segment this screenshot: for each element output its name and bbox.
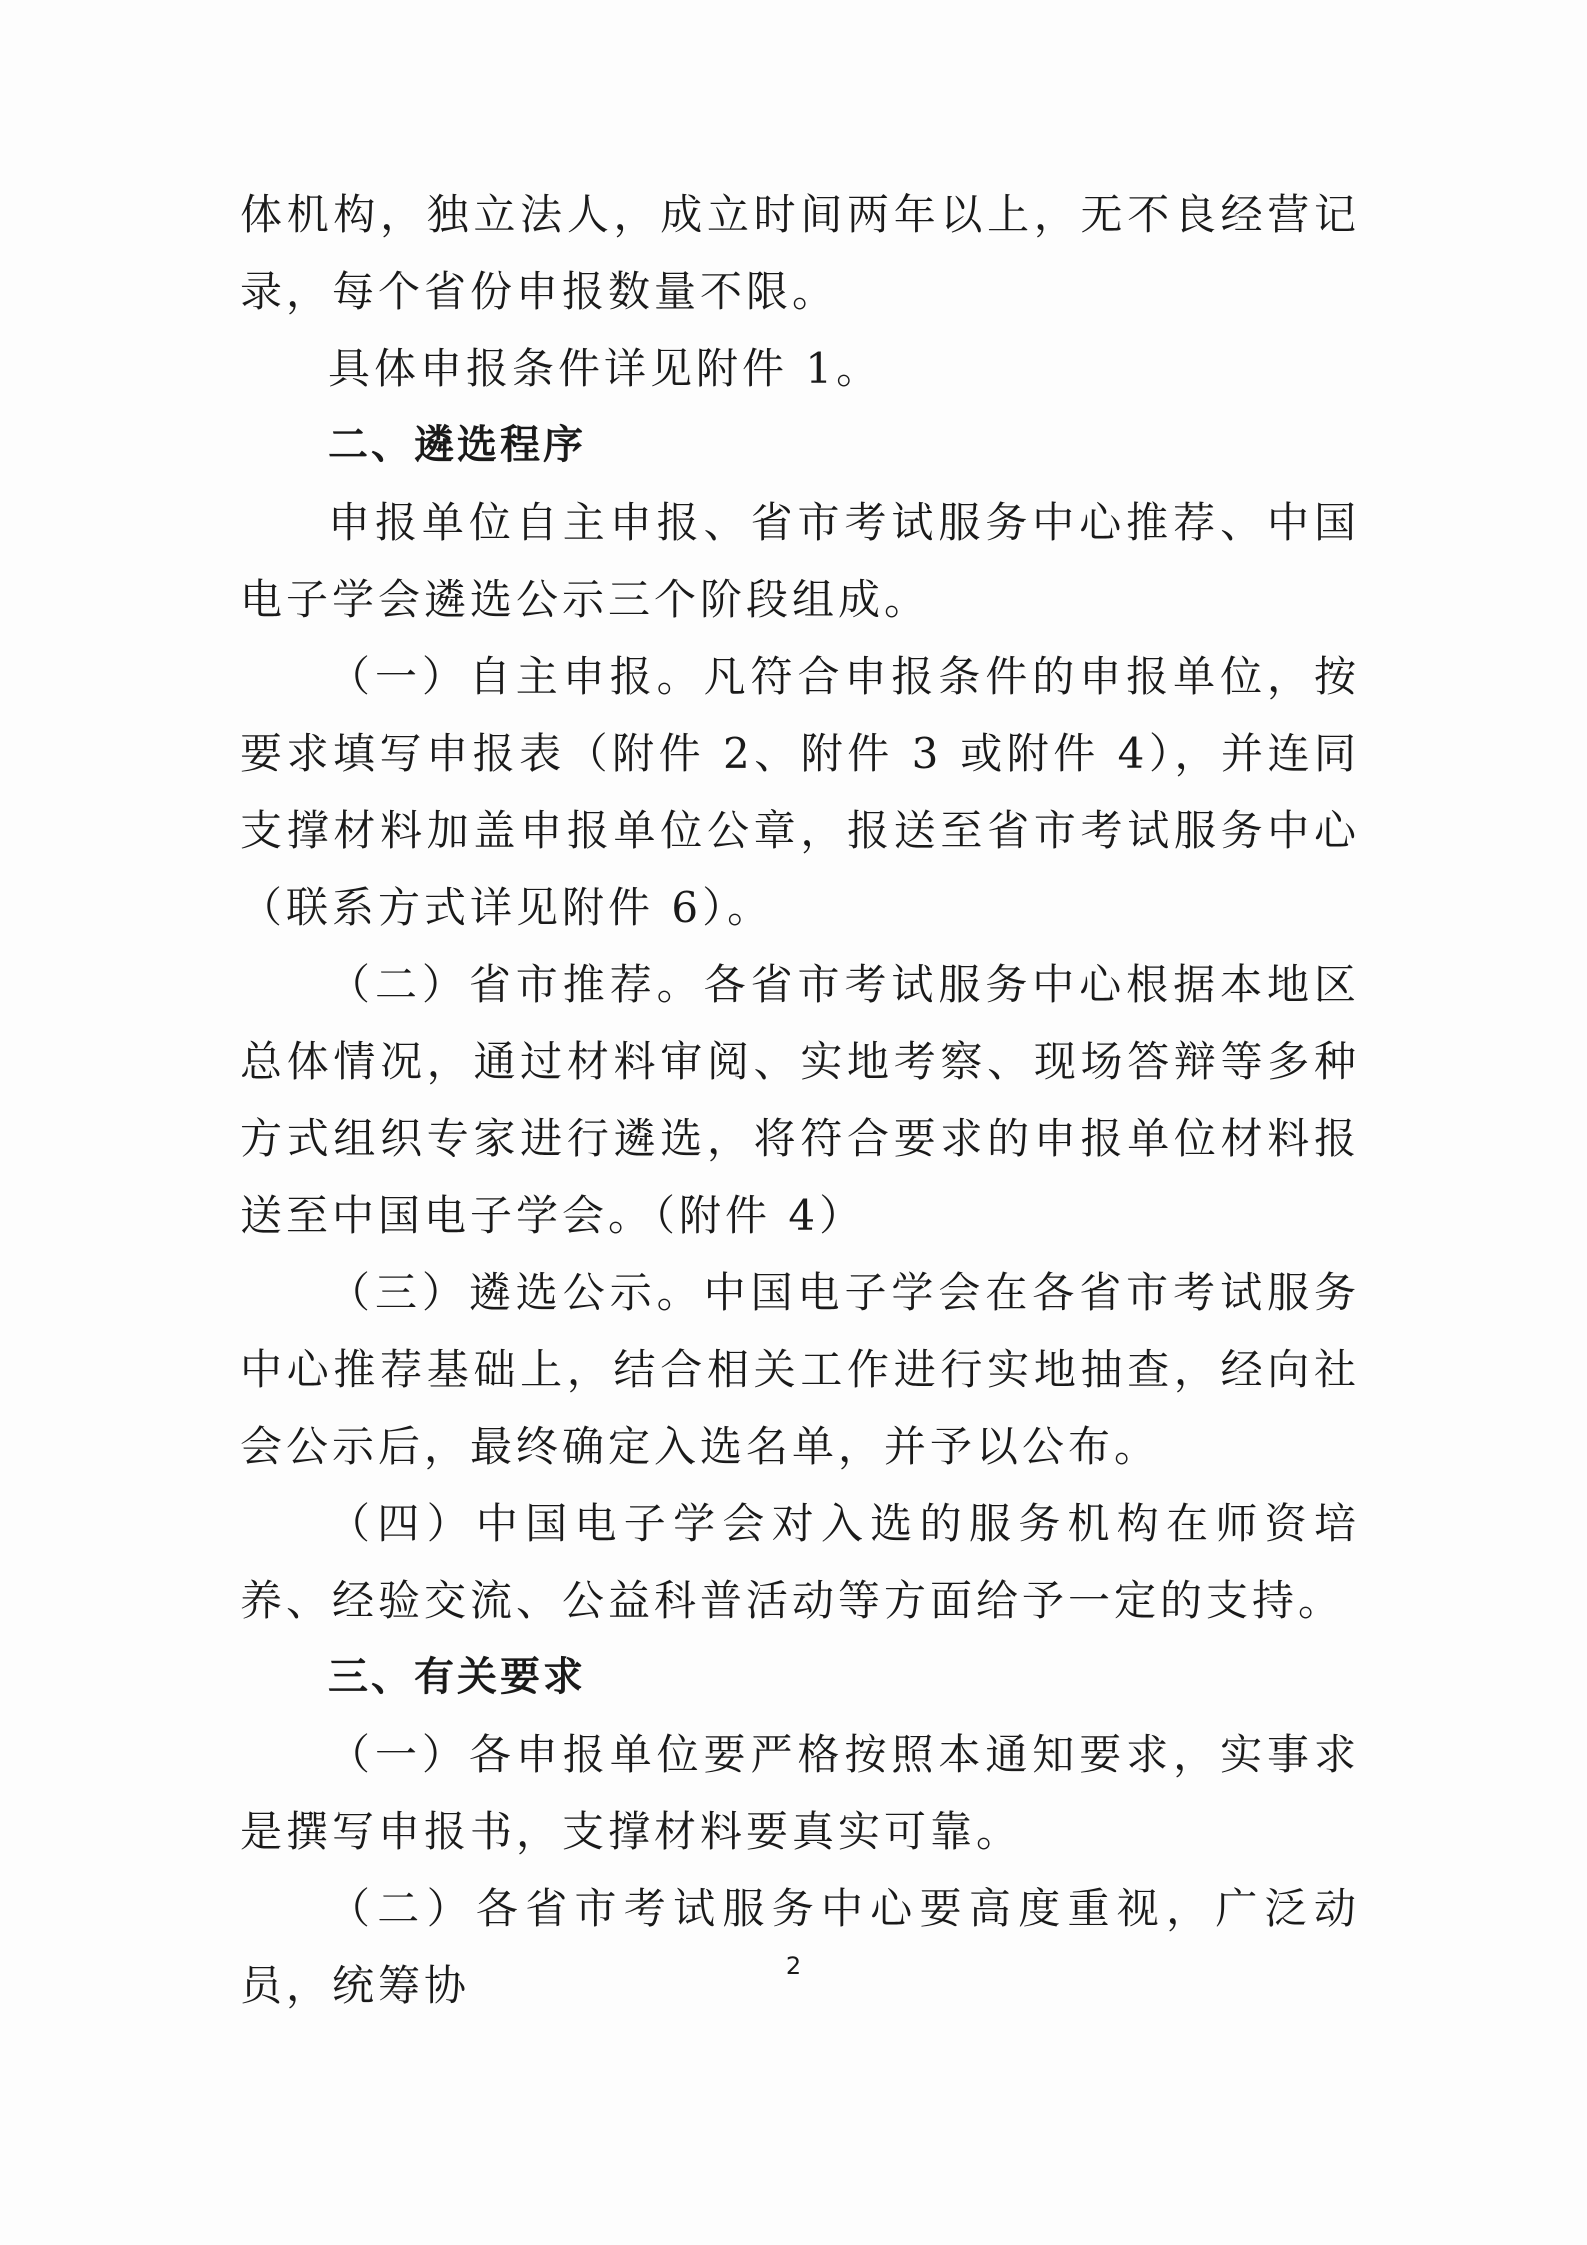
paragraph-selection-publicity: （三）遴选公示。中国电子学会在各省市考试服务中心推荐基础上，结合相关工作进行实地抽查，经向社会公示后，最终确定入选名单，并予以公布。 <box>240 1268 1360 1471</box>
section-heading-selection-procedure: 二、遴选程序 <box>328 422 586 468</box>
page-number: 2 <box>785 1952 802 1980</box>
paragraph-requirement-2: （二）各省市考试服务中心要高度重视，广泛动员，统筹协 <box>240 1884 1360 2010</box>
section-heading-requirements: 三、有关要求 <box>328 1654 586 1700</box>
paragraph-support: （四）中国电子学会对入选的服务机构在师资培养、经验交流、公益科普活动等方面给予一定的支持。 <box>240 1499 1360 1625</box>
paragraph-attachment-note: 具体申报条件详见附件 1。 <box>328 344 883 393</box>
paragraph-requirement-1: （一）各申报单位要严格按照本通知要求，实事求是撰写申报书，支撑材料要真实可靠。 <box>240 1730 1360 1856</box>
paragraph-provincial-recommendation: （二）省市推荐。各省市考试服务中心根据本地区总体情况，通过材料审阅、实地考察、现场答辩等多种方式组织专家进行遴选，将符合要求的申报单位材料报送至中国电子学会。（附件 4） <box>240 960 1360 1240</box>
paragraph-self-application: （一）自主申报。凡符合申报条件的申报单位，按要求填写申报表（附件 2、附件 3 或附件 4），并连同支撑材料加盖申报单位公章，报送至省市考试服务中心（联系方式详见附件 6）。 <box>240 652 1360 932</box>
paragraph-procedure-overview: 申报单位自主申报、省市考试服务中心推荐、中国电子学会遴选公示三个阶段组成。 <box>240 498 1360 624</box>
paragraph-continuation: 体机构，独立法人，成立时间两年以上，无不良经营记录，每个省份申报数量不限。 <box>240 190 1360 316</box>
document-body <box>240 176 1360 2024</box>
